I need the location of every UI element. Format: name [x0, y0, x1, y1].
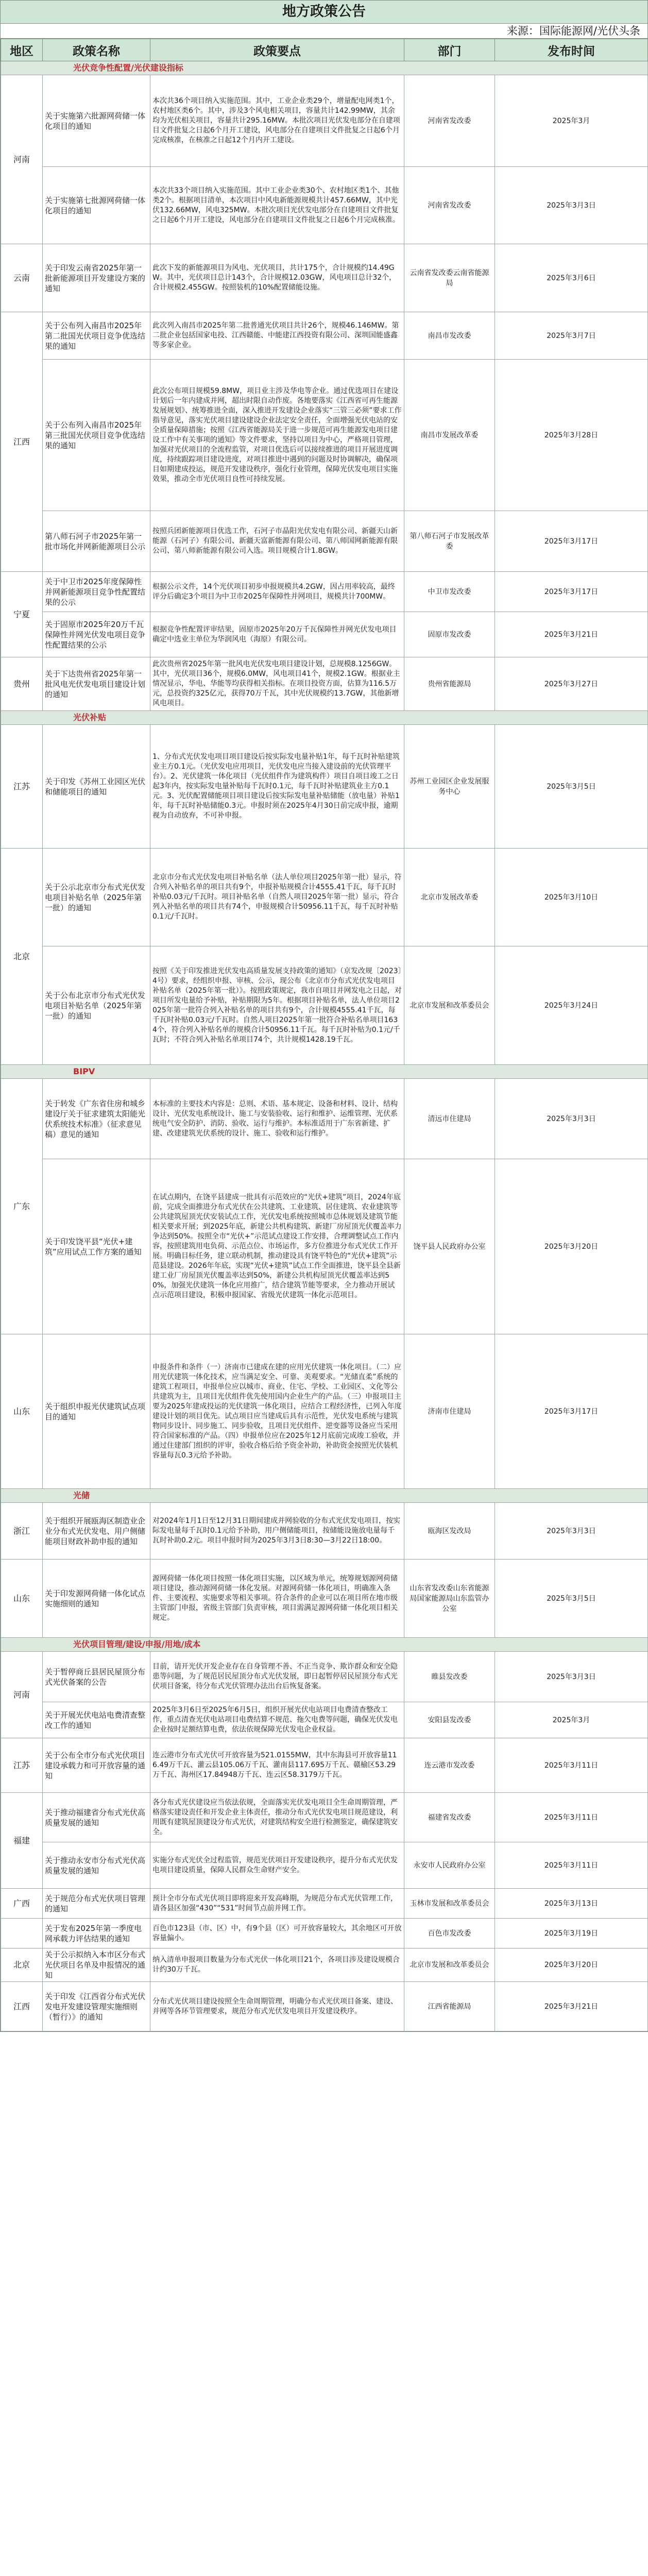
policy-points-text: 在试点期内，在饶平县建成一批具有示范效应的“光伏+建筑”项目，2024年底前，完成全面推进分布式光伏在公共建筑、工业建筑、居住建筑、农业建筑等公共建筑屋顶光伏安装试点工作，光伏发电系统按照城市总体规划及建筑节能相关要求开展；到2025年底，新建公共机构建筑、新建厂房屋顶光伏覆盖率力争达到50%。按照全市“光伏+”示范试点建设工作安排，合理调整试点工作内容，按照建筑用电负荷、示范点位、市场运作，多方位推进分布式光伏工作开展。明确目标任务，建立联动机制，推动建设具有饶平特色的“光伏+建筑”示范县建设。2026年年底，实现“光伏+建筑”试点工作全面推进，饶平县全县新建工业厂房屋顶光伏覆盖率达到50%，新建公共机构屋顶光伏覆盖率达到50%，加强光伏建筑一体化应用推广，结合建筑节能等要求，全力推动开展试点示范项目建设，积极申报国家、省级光伏建筑一体化示范项目。 — [152, 1193, 402, 1299]
policy-points-text: 此次下发的新能源项目为风电、光伏项目，共计175个，合计规模约14.49GW。其中，光伏项目总计143个，合计规模12.03GW，风电项目总计32个，合计规模2.455GW。按照装机的10%配置储能设施。 — [152, 264, 397, 292]
policy-points-text: 实施分布式光伏全过程监管，规范光伏项目开发建设秩序，提升分布式光伏发电项目建设质量，保障人民群众生命财产安全。 — [152, 1856, 398, 1874]
section-header-row — [1, 61, 648, 75]
table-row — [1, 167, 648, 244]
cell-policy-points — [150, 1793, 404, 1842]
cell-policy-name: 关于印发源网荷储一体化试点实施细则的通知 — [43, 1560, 150, 1638]
cell-department: 中卫市发改委 — [404, 572, 495, 612]
cell-policy-name: 关于下达贵州省2025年第一批风电光伏发电项目建设计划的通知 — [43, 657, 150, 711]
cell-policy-name: 关于实施第七批源网荷储一体化项目的通知 — [43, 167, 150, 244]
table-row — [1, 725, 648, 849]
policy-points-text: 预计全市分布式光伏项目即将迎来开发高峰期，为规范分布式光伏管理工作，请各县区加强“430”“531”时间节点前并网工作。 — [152, 1894, 398, 1912]
cell-policy-points — [150, 1919, 404, 1948]
cell-publish-date: 2025年3月 — [495, 1702, 648, 1738]
cell-region: 北京 — [1, 1948, 43, 1982]
cell-policy-name: 关于实施第六批源网荷储一体化项目的通知 — [43, 75, 150, 167]
cell-publish-date: 2025年3月19日 — [495, 1919, 648, 1948]
cell-region — [1, 1919, 43, 1948]
policy-points-text: 2025年3月6日至2025年6月5日，组织开展光伏电站项目电费清查整改工作，重点清查光伏电站项目电费结算不规范、拖欠电费等问题，确保光伏发电企业按时足额结算电费，依法依规保障光伏发电企业权益。 — [152, 1706, 398, 1734]
cell-department: 固原市发改委 — [404, 612, 495, 657]
table-row — [1, 572, 648, 612]
cell-department: 清远市住建局 — [404, 1079, 495, 1159]
cell-policy-name: 关于印发《江西省分布式光伏发电开发建设管理实施细则（暂行）》的通知 — [43, 1982, 150, 2031]
cell-policy-name: 关于转发《广东省住房和城乡建设厅关于征求建筑太阳能光伏系统技术标准》（征求意见稿）意见的通知 — [43, 1079, 150, 1159]
policy-points-text: 北京市分布式光伏发电项目补贴名单（法人单位项目2025年第一批）显示，符合列入补贴名单的项目共有9个，申报补贴规模合计4555.41千瓦，每千瓦时补贴0.03元/千瓦时。项目补贴名单（自然人项目2025年第一批）显示，符合列入补贴名单的项目共有74个，申报规模合计50956.11千瓦，每千瓦时补贴0.1元/千瓦时。 — [152, 873, 402, 921]
header-points: 政策要点 — [150, 39, 404, 61]
section-header-row — [1, 1065, 648, 1079]
cell-publish-date: 2025年3月17日 — [495, 511, 648, 572]
table-row — [1, 1919, 648, 1948]
cell-department: 江西省能源局 — [404, 1982, 495, 2031]
header-dept: 部门 — [404, 39, 495, 61]
cell-region: 河南 — [1, 75, 43, 244]
cell-region: 河南 — [1, 1652, 43, 1738]
cell-policy-points — [150, 1889, 404, 1919]
cell-policy-name: 关于开展光伏电站电费清查整改工作的通知 — [43, 1702, 150, 1738]
policy-points-text: 源网荷储一体化项目按照一体化项目实施，以区域为单元，统筹规划源网荷储项目建设，推动源网荷储一体化发展。对源网荷储一体化项目，明确准入条件、主要流程、实施要求等相关事项。符合条件的企业可以在项目所在地市级主管部门申报，省级主管部门负责审核，项目需满足源网荷储一体化项目相关规定。 — [152, 1574, 398, 1622]
table-row — [1, 75, 648, 167]
cell-policy-points — [150, 1334, 404, 1489]
cell-region: 广东 — [1, 1079, 43, 1334]
cell-publish-date: 2025年3月11日 — [495, 1793, 648, 1842]
cell-department: 南昌市发展改革委 — [404, 360, 495, 511]
table-row — [1, 1842, 648, 1889]
table-row — [1, 1503, 648, 1560]
table-row — [1, 312, 648, 360]
policy-points-text: 各分布式光伏建设应当依法依规，全面落实光伏发电项目全生命周期管理，严格落实建设责任和开发企业主体责任，推动分布式光伏发电项目规范建设，利用既有建筑屋顶建设分布式光伏，对建筑结构安全进行检测鉴定，确保建筑安全。 — [152, 1798, 398, 1836]
section-header-row — [1, 711, 648, 725]
cell-department: 山东省发改委山东省能源局国家能源局山东监管办公室 — [404, 1560, 495, 1638]
table-row — [1, 849, 648, 946]
source-line: 来源：国际能源网/光伏头条 — [1, 24, 647, 39]
cell-policy-points — [150, 75, 404, 167]
cell-policy-name: 关于中卫市2025年度保障性并网新能源项目竞争性配置结果的公示 — [43, 572, 150, 612]
cell-publish-date: 2025年3月13日 — [495, 1889, 648, 1919]
table-row — [1, 1738, 648, 1793]
table-header-row — [1, 39, 648, 61]
cell-policy-points — [150, 725, 404, 849]
cell-policy-points — [150, 312, 404, 360]
table-row — [1, 1159, 648, 1334]
table-row — [1, 1702, 648, 1738]
table-row — [1, 1948, 648, 1982]
table-row — [1, 1889, 648, 1919]
policy-points-text: 本标准的主要技术内容是：总则、术语、基本规定、设备和材料、设计、结构设计、光伏发电系统设计、施工与安装验收、运行和维护、运维管理、光伏系统电气安全防护、消防、验收、运行与维护。本标准适用于广东省新建、扩建、改建建筑光伏系统的设计、施工、验收和运行维护。 — [152, 1099, 398, 1138]
table-row — [1, 1652, 648, 1702]
policy-points-text: 对2024年1月1日至12月31日期间建成并网验收的分布式光伏发电项目，按实际发电量每千瓦时0.1元给予补助，用户侧储能项目，按储能设施放电量每千瓦时补助0.2元。项目申报时间为2025年3月3日8:30—3月22日18:00。 — [152, 1517, 401, 1545]
cell-policy-points — [150, 1948, 404, 1982]
cell-policy-name: 关于印发饶平县“光伏+建筑”应用试点工作方案的通知 — [43, 1159, 150, 1334]
header-date: 发布时间 — [495, 39, 648, 61]
cell-policy-points — [150, 1503, 404, 1560]
header-region: 地区 — [1, 39, 43, 61]
cell-policy-points — [150, 167, 404, 244]
policy-points-text: 分布式光伏项目建设按照全生命周期管理，明确分布式光伏项目备案、建设、并网等各环节管理要求，规范分布式光伏发电项目开发建设秩序。 — [152, 1997, 398, 2015]
cell-region: 广西 — [1, 1889, 43, 1919]
cell-region: 江苏 — [1, 1738, 43, 1793]
cell-department: 玉林市发展和改革委员会 — [404, 1889, 495, 1919]
table-row — [1, 657, 648, 711]
cell-publish-date: 2025年3月3日 — [495, 1503, 648, 1560]
cell-department: 第八师石河子市发展改革委 — [404, 511, 495, 572]
cell-publish-date: 2025年3月21日 — [495, 612, 648, 657]
table-body — [1, 61, 648, 2031]
cell-department: 河南省发改委 — [404, 167, 495, 244]
cell-publish-date: 2025年3月20日 — [495, 1159, 648, 1334]
cell-publish-date: 2025年3月11日 — [495, 1842, 648, 1889]
policy-table — [1, 39, 648, 2031]
cell-policy-points — [150, 657, 404, 711]
cell-publish-date: 2025年3月24日 — [495, 946, 648, 1065]
cell-policy-points — [150, 1560, 404, 1638]
cell-policy-points — [150, 1738, 404, 1793]
policy-points-text: 根据公示文件，14个光伏项目初步申报规模共4.2GW，因占用率较高，最终评分后确定3个项目为中卫市2025年保障性并网项目，规模共计700MW。 — [152, 582, 395, 601]
section-header-row — [1, 1489, 648, 1503]
cell-publish-date: 2025年3月11日 — [495, 1738, 648, 1793]
policy-points-text: 此次列入南昌市2025年第二批普通光伏项目共计26个，规模46.146MW。第二批企业包括国家电投、江西赣能、中能建江西投资有限公司、深圳国能盛鑫等多家企业。 — [152, 321, 399, 349]
cell-region: 北京 — [1, 849, 43, 1065]
policy-points-text: 此次贵州省2025年第一批风电光伏发电项目建设计划，总规模8.1256GW。其中，光伏项目36个，规模6.0MW，风电项目41个，规模2.1GW。根据业主情况显示，华电、华能等均获得相关指标。在项目投资方面，估算为116.5万元，总投资约325亿元，获得70万千瓦，其中光伏规模约13.7GW，其他新增风电项目。 — [152, 660, 400, 707]
cell-department: 河南省发改委 — [404, 75, 495, 167]
cell-policy-points — [150, 946, 404, 1065]
cell-policy-name: 关于印发《苏州工业园区光伏和储能项目的通知 — [43, 725, 150, 849]
section-title: 光伏项目管理/建设/申报/用地/成本 — [1, 1638, 648, 1652]
cell-policy-points — [150, 1842, 404, 1889]
cell-policy-name: 关于组织开展瓯海区制造业企业分布式光伏发电、用户侧储能项目财政补助申报的通知 — [43, 1503, 150, 1560]
cell-publish-date: 2025年3月10日 — [495, 849, 648, 946]
cell-region: 贵州 — [1, 657, 43, 711]
cell-department: 北京市发展和改革委员会 — [404, 1948, 495, 1982]
table-row — [1, 946, 648, 1065]
section-title: 光伏竞争性配置/光伏建设指标 — [1, 61, 648, 75]
cell-publish-date: 2025年3月3日 — [495, 1079, 648, 1159]
table-row — [1, 1982, 648, 2031]
cell-publish-date: 2025年3月20日 — [495, 1948, 648, 1982]
cell-policy-name: 关于公布列入南昌市2025年第三批国光伏项目竞争优选结果的通知 — [43, 360, 150, 511]
policy-points-text: 按照《关于印发推进光伏发电高质量发展支持政策的通知》（京发改规〔2023〕4号）要求，经组织申报、审核、公示，现公布《北京市分布式光伏发电项目补贴名单（2025年第一批）》。按照政策规定，我市自项目并网发电之日起，对项目所发电量给予补贴，补贴期限为5年。根据项目补贴名单，法人单位项目2025年第一批符合列入补贴名单的项目共有9个，合计规模4555.41千瓦，每千瓦时补贴0.03元/千瓦时。自然人项目2025年第一批符合补贴名单项目1634个，符合列入补贴名单的规模合计50956.11千瓦。每千瓦时补贴为0.1元/千瓦时；不符合列入补贴名单项目74个，共计规模1428.19千瓦。 — [152, 967, 402, 1044]
page-title: 地方政策公告 — [1, 1, 647, 24]
cell-department: 苏州工业园区企业发展服务中心 — [404, 725, 495, 849]
cell-publish-date: 2025年3月21日 — [495, 1982, 648, 2031]
cell-policy-name: 关于推动福建省分布式光伏高质量发展的通知 — [43, 1793, 150, 1842]
cell-policy-points — [150, 511, 404, 572]
table-row — [1, 244, 648, 312]
cell-policy-points — [150, 612, 404, 657]
cell-department: 福建省发改委 — [404, 1793, 495, 1842]
cell-policy-name: 关于公布全市分布式光伏项目建设承载力和可开放容量的通知 — [43, 1738, 150, 1793]
cell-department: 百色市发改委 — [404, 1919, 495, 1948]
cell-policy-name: 关于推动永安市分布式光伏高质量发展的通知 — [43, 1842, 150, 1889]
cell-policy-points — [150, 1079, 404, 1159]
cell-department: 南昌市发改委 — [404, 312, 495, 360]
cell-department: 北京市发展改革委 — [404, 849, 495, 946]
cell-region: 福建 — [1, 1793, 43, 1889]
cell-region: 宁夏 — [1, 572, 43, 657]
cell-department: 连云港市发改委 — [404, 1738, 495, 1793]
policy-points-text: 本次共36个项目纳入实施范围。其中，工业企业类29个，增量配电网类1个，农村地区类6个。其中，涉及3个风电相关项目，容量共计142.99MW，其余均为光伏相关项目，容量共计295.16MW。本批次项目光伏发电部分在自建项目文件批复之日起6个月开工建设，风电部分在自建项目文件批复之日起6个月完成核准，在核准之日起12个月内开工建设。 — [152, 97, 400, 144]
table-row — [1, 360, 648, 511]
cell-policy-points — [150, 244, 404, 312]
table-row — [1, 1560, 648, 1638]
cell-department: 永安市人民政府办公室 — [404, 1842, 495, 1889]
cell-department: 安阳县发改委 — [404, 1702, 495, 1738]
cell-publish-date: 2025年3月5日 — [495, 1560, 648, 1638]
policy-points-text: 百色市123县（市、区）中，有9个县（区）可开放容量较大，其余地区可开放容量偏小。 — [152, 1924, 402, 1942]
cell-policy-points — [150, 1702, 404, 1738]
cell-department: 饶平县人民政府办公室 — [404, 1159, 495, 1334]
table-row — [1, 1079, 648, 1159]
cell-region: 山东 — [1, 1334, 43, 1489]
section-title: BIPV — [1, 1065, 648, 1079]
table-row — [1, 511, 648, 572]
cell-policy-name: 第八师石河子市2025年第一批市场化并网新能源项目公示 — [43, 511, 150, 572]
policy-points-text: 连云港市分布式光伏可开放容量为521.0155MW，其中东海县可开放容量116.49万千瓦、灌云县105.06万千瓦、灌南县117.695万千瓦、赣榆区53.29万千瓦、海州区17.84948万千瓦、连云区58.3179万千瓦。 — [152, 1751, 397, 1779]
cell-policy-name: 关于固原市2025年20万千瓦保障性并网光伏发电项目竞争性配置结果的公示 — [43, 612, 150, 657]
cell-region: 云南 — [1, 244, 43, 312]
cell-policy-points — [150, 360, 404, 511]
cell-policy-name: 关于发布2025年第一季度电网承载力评估结果的通知 — [43, 1919, 150, 1948]
cell-department: 贵州省能源局 — [404, 657, 495, 711]
cell-region: 江苏 — [1, 725, 43, 849]
cell-department: 云南省发改委云南省能源局 — [404, 244, 495, 312]
cell-policy-points — [150, 849, 404, 946]
table-row — [1, 612, 648, 657]
table-row — [1, 1334, 648, 1489]
cell-policy-name: 关于暂停商丘县居民屋顶分布式光伏备案的公告 — [43, 1652, 150, 1702]
policy-points-text: 申报条件和条件（一）济南市已建成在建的应用光伏建筑一体化项目。（二）应用光伏建筑一体化技术，应当满足安全、可靠、美观要求。“光储直柔”系统的建筑工程项目，申报单位应以城市、商业、住宅、学校、工业园区、文化等公共建筑为主，且项目光伏组件优先使用国内企业生产的产品。（三）申报项目主要为2025年建成投运的光伏建筑一体化项目，应结合工程经济性，已列入年度建设计划的项目优先。试点项目应当建成后具有示范性，光伏发电系统与建筑物同步设计、同步施工、同步验收，且项目光伏组件、逆变器等设备应当采用符合国家标准的产品。（四）申报单位应在2025年12月底前完成竣工验收，并通过住建部门组织的评审，验收合格后给予资金补助，补助资金按照光伏装机容量每瓦0.3元给予补助。 — [152, 1363, 402, 1460]
cell-policy-points — [150, 572, 404, 612]
cell-department: 瓯海区发改局 — [404, 1503, 495, 1560]
policy-points-text: 本次共33个项目纳入实施范围。其中工业企业类30个、农村地区类1个、其他类2个。根据项目清单，本次项目中风电新能源规模共计457.66MW，其中光伏132.66MW，风电325MW。本批次项目光伏发电部分在自建项目文件批复之日起6个月开工建设，风电部分在自建项目文件批复之日起6个月完成核准。 — [152, 186, 400, 224]
cell-policy-name: 关于组织申报光伏建筑试点项目的通知 — [43, 1334, 150, 1489]
cell-policy-name: 关于公布北京市分布式光伏发电项目补贴名单（2025年第一批）的通知 — [43, 946, 150, 1065]
cell-department: 睢县发改委 — [404, 1652, 495, 1702]
cell-publish-date: 2025年3月28日 — [495, 360, 648, 511]
cell-publish-date: 2025年3月 — [495, 75, 648, 167]
cell-region: 江西 — [1, 312, 43, 572]
cell-region: 浙江 — [1, 1503, 43, 1560]
policy-points-text: 按照兵团新能源项目优选工作，石河子市晶阳光伏发电有限公司、新疆天山新能源（石河子）有限公司、新疆天富新能源有限公司、第八师国网新能源有限公司、第八师新能源有限公司入选。项目规模合计1.8GW。 — [152, 527, 398, 555]
cell-publish-date: 2025年3月7日 — [495, 312, 648, 360]
table-row — [1, 1793, 648, 1842]
cell-policy-points — [150, 1982, 404, 2031]
cell-policy-name: 关于印发云南省2025年第一批新能源项目开发建设方案的通知 — [43, 244, 150, 312]
cell-policy-points — [150, 1159, 404, 1334]
cell-publish-date: 2025年3月3日 — [495, 167, 648, 244]
section-title: 光储 — [1, 1489, 648, 1503]
cell-region: 江西 — [1, 1982, 43, 2031]
cell-publish-date: 2025年3月5日 — [495, 725, 648, 849]
header-name: 政策名称 — [43, 39, 150, 61]
cell-policy-name: 关于公布列入南昌市2025年第二批国光伏项目竞争优选结果的通知 — [43, 312, 150, 360]
policy-points-text: 目前，请开光伏开发企业存在自身管理不善、不正当竞争、欺诈群众和安全隐患等问题，为了规范居民屋顶分布式光伏发展，即日起暂停居民屋顶分布式光伏项目备案，待分布式光伏管理办法出台后恢复备案。 — [152, 1663, 398, 1690]
cell-region: 山东 — [1, 1560, 43, 1638]
section-title: 光伏补贴 — [1, 711, 648, 725]
policy-points-text: 此次公布项目规模59.8MW，项目业主涉及华电等企业。通过优选项目在建设计划后一年内建成并网，超出时限自动作废。各地要落实《江西省可再生能源发展规划》、统筹推进全面，深入推进开发建设企业落实“三管三必须”要求工作指导意见，落实光伏项目建设建设企业法定安全责任，全面增强光伏电站的安全质量保障措施；按照《江西省能源局关于进一步规范可再生能源发电项目建设工作中有关事项的通知》等文件要求，坚持以项目为中心，严格项目管理，加强对光伏项目的全流程监管，对项目优选后可以接续推进的项目开展进度调度，持续跟踪项目建设进度，对项目推进中遇到的问题及时协调解决，确保项目如期建成投运，规范开发建设秩序，强化行业管理，保障光伏发电项目实施效果，推动全市光伏项目良性可持续发展。 — [152, 386, 402, 483]
cell-department: 北京市发展和改革委员会 — [404, 946, 495, 1065]
cell-department: 济南市住建局 — [404, 1334, 495, 1489]
policy-points-text: 1、分布式光伏发电项目项目建设后按实际发电量补贴1年，每千瓦时补贴建筑业主方0.1元。（光伏发电应用项目，光伏发电应当接入建设前的光伏管理平台）。2、光伏建筑一体化项目（光伏组件作为建筑构件）项目自项目竣工之日起3年内，按实际发电量补贴每千瓦时0.1元，每千瓦时补贴建筑业主方0.1元。3、光伏配置储能项目项目建设后按实际发电量补贴储能（放电量）补贴1年，每千瓦时补贴储能0.3元。申报时须在2025年4月30日前完成申报，逾期视为自动放弃，不可补申报。 — [152, 753, 400, 820]
cell-publish-date: 2025年3月17日 — [495, 572, 648, 612]
cell-publish-date: 2025年3月27日 — [495, 657, 648, 711]
cell-policy-name: 关于规范分布式光伏项目管理的通知 — [43, 1889, 150, 1919]
policy-points-text: 纳入清单申报项目数量为分布式光伏一体化项目21个，各项目涉及建设规模合计约30万千瓦。 — [152, 1956, 400, 1974]
cell-policy-name: 关于公示拟纳入本市区分布式光伏项目名单及申报情况的通知 — [43, 1948, 150, 1982]
cell-publish-date: 2025年3月17日 — [495, 1334, 648, 1489]
section-header-row — [1, 1638, 648, 1652]
cell-publish-date: 2025年3月3日 — [495, 1652, 648, 1702]
cell-policy-points — [150, 1652, 404, 1702]
cell-publish-date: 2025年3月6日 — [495, 244, 648, 312]
policy-points-text: 根据竞争性配置评审结果，固原市2025年20万千瓦保障性并网光伏发电项目确定中选业主单位为华润风电（海原）有限公司。 — [152, 625, 397, 643]
cell-policy-name: 关于公示北京市分布式光伏发电项目补贴名单（2025年第一批）的通知 — [43, 849, 150, 946]
